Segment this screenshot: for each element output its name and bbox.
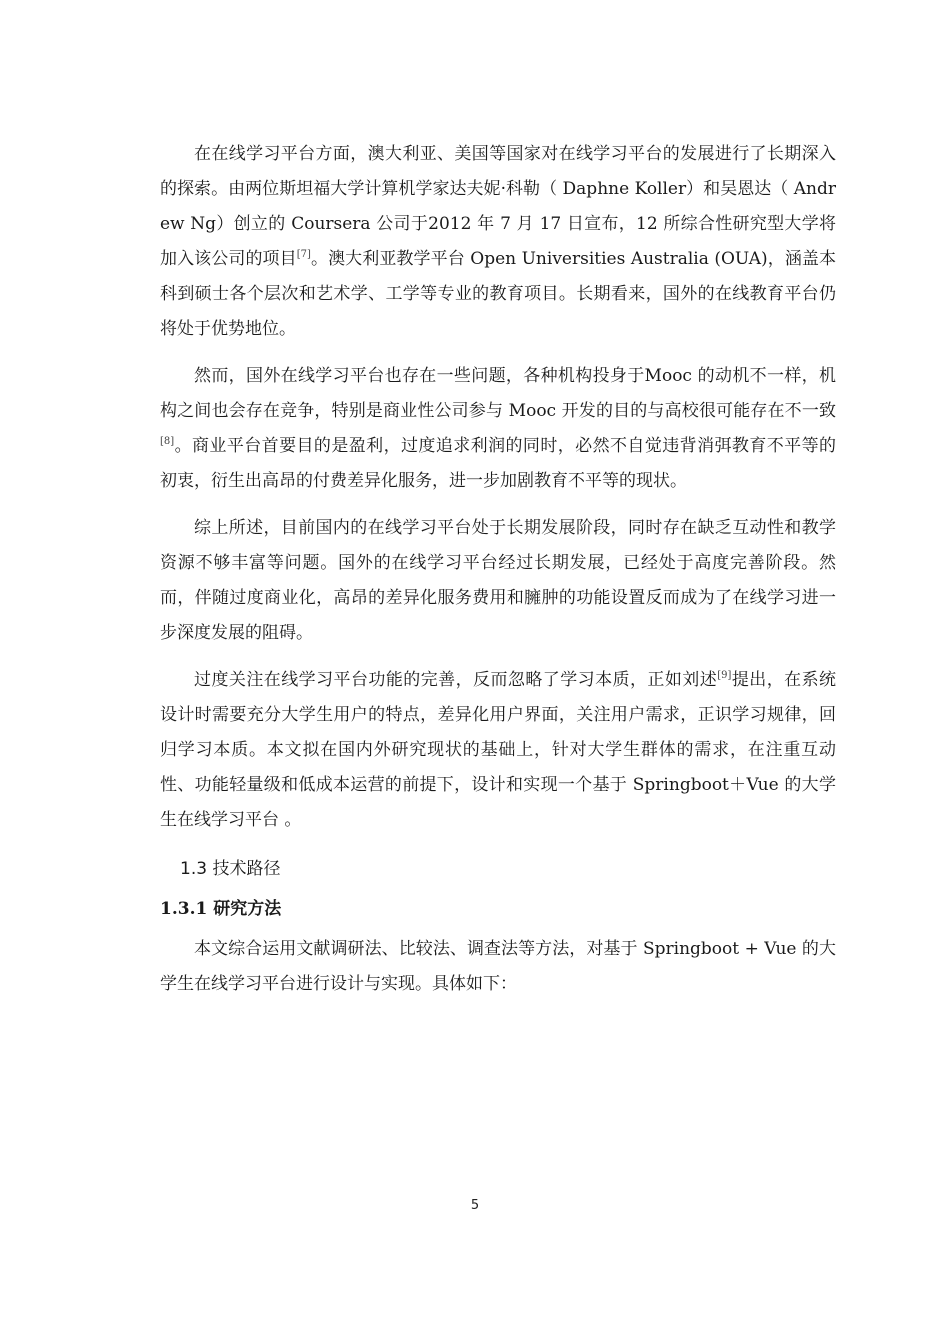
page-body (160, 137, 836, 1014)
paragraph-text: 。商业平台首要目的是盈利，过度追求利润的同时，必然不自觉违背消弭教育不平等的初衷，衍生出高昂的付费差异化服务，进一步加剧教育不平等的现状。 (160, 436, 836, 491)
paragraph-text: 。澳大利亚教学平台 Open Universities Australia (OUA)，涵盖本科到硕士各个层次和艺术学、工学等专业的教育项目。长期看来，国外的在线教育平台仍将处于优势地位。 (160, 249, 836, 339)
subsection-heading: 1.3.1 研究方法 (160, 899, 282, 919)
paragraph-text: 过度关注在线学习平台功能的完善，反而忽略了学习本质，正如刘述 (194, 670, 718, 690)
paragraph-text: 在在线学习平台方面，澳大利亚、美国等国家对在线学习平台的发展进行了长期深入的探索。由两位斯坦福大学计算机学家达夫妮·科勒（ Daphne Koller）和吴恩达（ Andrew Ng）创立的 Coursera 公司于2012 年 7 月 17 日宣布，12 所综合性研究型大学将加入该公司的项目 (160, 144, 836, 269)
section-heading: 1.3 技术路径 (180, 859, 281, 879)
citation-ref: [7] (296, 249, 311, 260)
page-number: 5 (470, 1198, 480, 1213)
paragraph-overseas-problems (160, 359, 836, 499)
paragraph-text: 提出，在系统设计时需要充分大学生用户的特点，差异化用户界面，关注用户需求，正识学习规律，回归学习本质。本文拟在国内外研究现状的基础上，针对大学生群体的需求，在注重互动性、功能轻量级和低成本运营的前提下，设计和实现一个基于 Springboot＋Vue 的大学生在线学习平台 。 (160, 670, 837, 830)
citation-ref: [8] (160, 436, 175, 447)
paragraph-overseas-platforms (160, 137, 836, 347)
paragraph-summary (160, 511, 836, 651)
paragraph-text: 然而，国外在线学习平台也存在一些问题，各种机构投身于Mooc 的动机不一样，机构之间也会存在竞争，特别是商业性公司参与 Mooc 开发的目的与高校很可能存在不一致 (160, 366, 836, 421)
paragraph-goal (160, 663, 836, 838)
paragraph-text: 综上所述，目前国内的在线学习平台处于长期发展阶段，同时存在缺乏互动性和教学资源不够丰富等问题。国外的在线学习平台经过长期发展，已经处于高度完善阶段。然而，伴随过度商业化，高昂的差异化服务费用和臃肿的功能设置反而成为了在线学习进一步深度发展的阻碍。 (160, 518, 836, 643)
citation-ref: [9] (717, 670, 732, 681)
paragraph-research-methods: 本文综合运用文献调研法、比较法、调查法等方法，对基于 Springboot + Vue 的大学生在线学习平台进行设计与实现。具体如下： (160, 939, 836, 994)
